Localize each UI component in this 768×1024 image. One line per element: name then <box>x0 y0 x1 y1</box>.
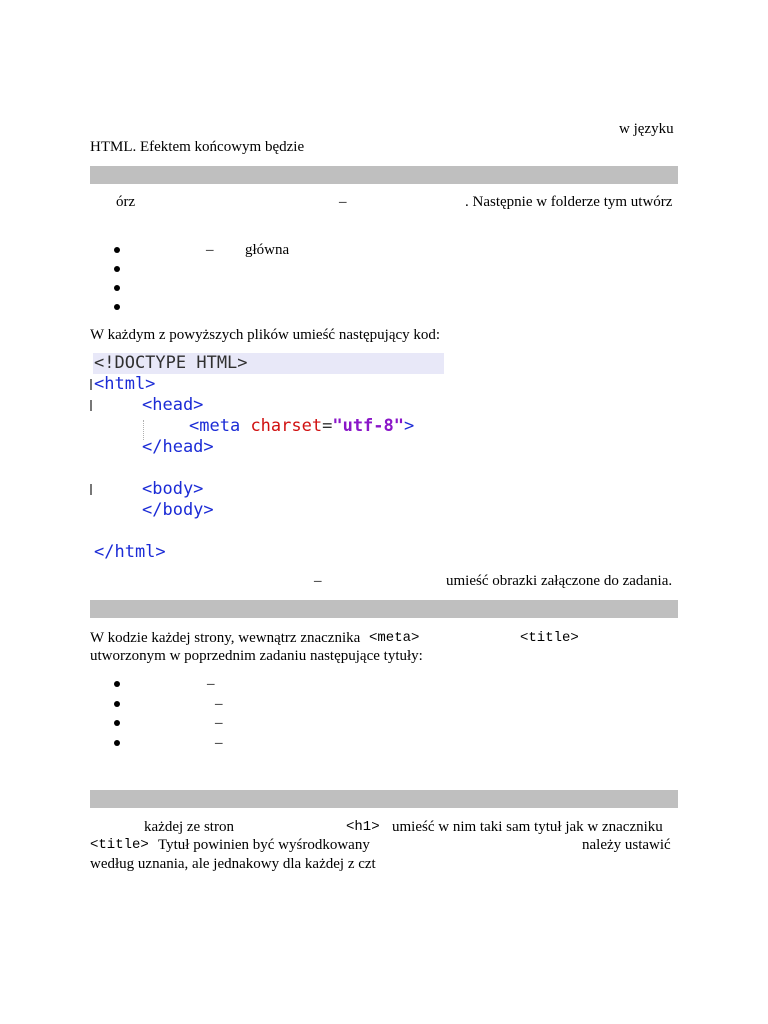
code-body-close: </body> <box>142 500 214 520</box>
task1-after-dash: – <box>314 573 322 589</box>
intro-line2: HTML. Efektem końcowym będzie <box>90 139 305 155</box>
code-head-close: </head> <box>142 437 214 457</box>
task3-line2-text-a: Tytuł powinien być wyśrodkowany <box>158 837 370 853</box>
task2-line1-text: W kodzie każdej strony, wewnątrz znacznika <box>90 630 361 646</box>
code-meta-line <box>189 416 414 437</box>
code-html-close: </html> <box>94 542 166 562</box>
code-body-open: <body> <box>142 479 204 499</box>
code-doctype: <!DOCTYPE HTML> <box>94 353 248 373</box>
task2-bullet-1-dash: – <box>207 676 215 692</box>
task2-line2: utworzonym w poprzednim zadaniu następujące tytuły: <box>90 648 423 664</box>
task1-fragment-b: . Następnie w folderze tym utwórz <box>465 194 673 210</box>
bullet-dot-icon <box>114 304 120 310</box>
task2-code-title: <title> <box>520 630 579 646</box>
code-meta-eq: = <box>322 416 333 436</box>
bullet-dot-icon <box>114 720 120 726</box>
task1-code-intro: W każdym z powyższych plików umieść następujący kod: <box>90 327 441 343</box>
task2-code-meta: <meta> <box>369 630 420 646</box>
task1-dash-a: – <box>339 194 347 210</box>
task3-line1-text-a: każdej ze stron <box>144 819 234 835</box>
task2-header-bar <box>90 600 678 618</box>
bullet-dot-icon <box>114 701 120 707</box>
task2-bullet-2-dash: – <box>215 696 223 712</box>
task3-code-title: <title> <box>90 837 149 853</box>
bullet-dot-icon <box>114 681 120 687</box>
task2-bullet-3-dash: – <box>215 715 223 731</box>
fold-marker <box>90 484 92 495</box>
code-meta-attr: charset <box>250 416 323 436</box>
task3-header-bar <box>90 790 678 808</box>
fold-marker <box>90 400 92 411</box>
code-head-open: <head> <box>142 395 204 415</box>
task1-fragment-a: órz <box>116 194 136 210</box>
task1-header-bar <box>90 166 678 184</box>
code-meta-tag: <meta <box>189 416 241 436</box>
bullet-dot-icon <box>114 285 120 291</box>
task3-line3: według uznania, ale jednakowy dla każdej z czt <box>90 856 376 872</box>
intro-line1-tail: w języku <box>619 121 674 137</box>
bullet-dot-icon <box>114 740 120 746</box>
task2-bullet-4-dash: – <box>215 735 223 751</box>
task3-line2-text-b: należy ustawić <box>582 837 671 853</box>
code-html-open: <html> <box>94 374 156 394</box>
code-meta-close: > <box>404 416 415 436</box>
fold-marker <box>90 379 92 390</box>
task3-line1-text-b: umieść w nim taki sam tytuł jak w znaczniku <box>392 819 663 835</box>
bullet-dot-icon <box>114 266 120 272</box>
task1-bullet-1-text: główna <box>245 242 290 258</box>
task3-code-h1: <h1> <box>346 819 380 835</box>
task1-bullet-1-dash: – <box>206 242 214 258</box>
task1-after-text: umieść obrazki załączone do zadania. <box>446 573 673 589</box>
code-meta-value: "utf-8" <box>332 416 404 436</box>
bullet-dot-icon <box>114 247 120 253</box>
